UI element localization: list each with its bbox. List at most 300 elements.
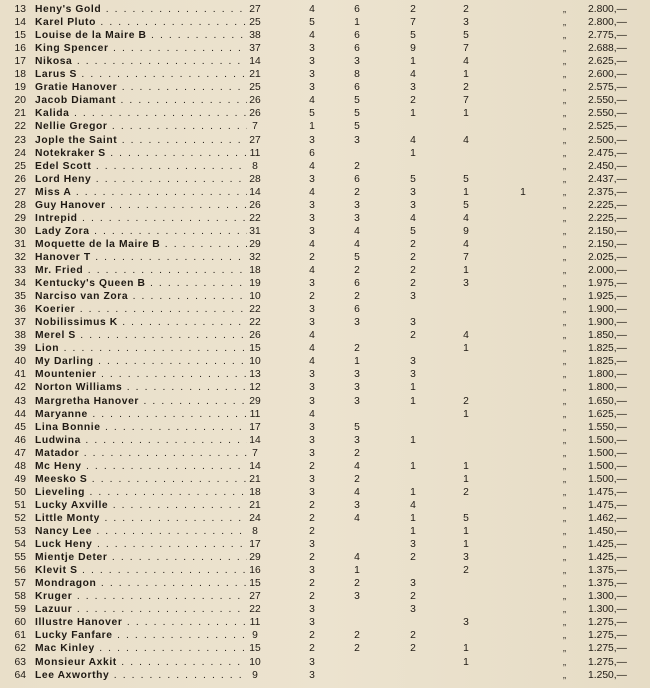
horse-name: King Spencer . . . — [35, 42, 247, 55]
second-places: 2 — [354, 473, 360, 485]
row-number: 48 — [14, 460, 26, 472]
wins: 4 — [309, 408, 315, 420]
prize-amount: 1.900,— — [588, 304, 627, 316]
fourth-places: 4 — [463, 212, 469, 224]
horse-name: Lina Bonnie . . . — [35, 421, 247, 434]
row-number: 52 — [14, 512, 26, 524]
horse-name: Notekraker S . . . — [35, 147, 247, 160]
table-row — [0, 629, 650, 642]
horse-name: Gratie Hanover . . . — [35, 81, 247, 94]
currency-mark: „ — [563, 460, 566, 471]
second-places: 5 — [354, 108, 360, 120]
second-places: 3 — [354, 56, 360, 68]
wins: 3 — [309, 369, 315, 381]
table-row — [0, 656, 650, 669]
starts: 13 — [249, 369, 261, 381]
table-row — [0, 16, 650, 29]
starts: 22 — [249, 317, 261, 329]
starts: 22 — [249, 604, 261, 616]
table-row — [0, 525, 650, 538]
row-number: 17 — [14, 56, 26, 68]
horse-name: Norton Williams . . . — [35, 381, 247, 394]
starts: 26 — [249, 330, 261, 342]
horse-name: Lord Heny . . . — [35, 173, 247, 186]
second-places: 2 — [354, 291, 360, 303]
fourth-places: 5 — [463, 173, 469, 185]
second-places: 5 — [354, 251, 360, 263]
starts: 15 — [249, 343, 261, 355]
row-number: 64 — [14, 669, 26, 681]
currency-mark: „ — [563, 369, 566, 380]
row-number: 51 — [14, 499, 26, 511]
wins: 3 — [309, 69, 315, 81]
row-number: 20 — [14, 95, 26, 107]
second-places: 5 — [354, 121, 360, 133]
wins: 4 — [309, 95, 315, 107]
currency-mark: „ — [563, 512, 566, 523]
second-places: 3 — [354, 317, 360, 329]
table-row — [0, 499, 650, 512]
prize-amount: 2.800,— — [588, 4, 627, 15]
currency-mark: „ — [563, 617, 566, 628]
second-places: 6 — [354, 82, 360, 94]
row-number: 63 — [14, 656, 26, 668]
row-number: 50 — [14, 486, 26, 498]
wins: 2 — [309, 591, 315, 603]
prize-amount: 1.925,— — [588, 291, 627, 303]
currency-mark: „ — [563, 147, 566, 158]
wins: 3 — [309, 604, 315, 616]
fourth-places: 2 — [463, 486, 469, 498]
wins: 3 — [309, 669, 315, 681]
second-places: 3 — [354, 434, 360, 446]
horse-name: Nikosa . . . — [35, 55, 247, 68]
table-row — [0, 225, 650, 238]
starts: 9 — [252, 669, 258, 681]
row-number: 27 — [14, 186, 26, 198]
wins: 4 — [309, 356, 315, 368]
row-number: 47 — [14, 447, 26, 459]
currency-mark: „ — [563, 552, 566, 563]
third-places: 3 — [410, 369, 416, 381]
prize-amount: 2.475,— — [588, 147, 627, 159]
table-row — [0, 551, 650, 564]
second-places: 6 — [354, 30, 360, 42]
currency-mark: „ — [563, 395, 566, 406]
prize-amount: 2.500,— — [588, 134, 627, 146]
prize-amount: 1.375,— — [588, 565, 627, 577]
row-number: 62 — [14, 643, 26, 655]
table-row — [0, 107, 650, 120]
horse-name: Intrepid . . . — [35, 212, 247, 225]
second-places: 6 — [354, 43, 360, 55]
second-places: 4 — [354, 486, 360, 498]
horse-name: Kruger . . . — [35, 590, 247, 603]
prize-amount: 1.825,— — [588, 343, 627, 355]
prize-amount: 2.000,— — [588, 265, 627, 276]
horse-name: Mr. Fried . . . — [35, 264, 247, 277]
currency-mark: „ — [563, 291, 566, 302]
prize-amount: 2.525,— — [588, 121, 627, 133]
table-row — [0, 603, 650, 616]
fourth-places: 1 — [463, 69, 469, 81]
fourth-places: 1 — [463, 643, 469, 655]
starts: 26 — [249, 95, 261, 107]
horse-name: Mac Kinley . . . — [35, 642, 247, 655]
wins: 3 — [309, 225, 315, 237]
fourth-places: 7 — [463, 43, 469, 55]
row-number: 39 — [14, 343, 26, 355]
row-number: 57 — [14, 578, 26, 590]
currency-mark: „ — [563, 212, 566, 223]
table-row — [0, 134, 650, 147]
table-row — [0, 460, 650, 473]
prize-amount: 2.450,— — [588, 160, 627, 172]
prize-amount: 1.375,— — [588, 578, 627, 590]
starts: 27 — [249, 4, 261, 15]
second-places: 6 — [354, 278, 360, 290]
third-places: 7 — [410, 17, 416, 29]
second-places: 3 — [354, 382, 360, 394]
second-places: 4 — [354, 225, 360, 237]
third-places: 2 — [410, 265, 416, 276]
currency-mark: „ — [563, 434, 566, 445]
currency-mark: „ — [563, 408, 566, 419]
prize-amount: 1.300,— — [588, 604, 627, 616]
second-places: 3 — [354, 134, 360, 146]
second-places: 3 — [354, 591, 360, 603]
row-number: 42 — [14, 382, 26, 394]
prize-amount: 2.625,— — [588, 56, 627, 68]
wins: 3 — [309, 539, 315, 551]
currency-mark: „ — [563, 82, 566, 93]
second-places: 4 — [354, 460, 360, 472]
row-number: 59 — [14, 604, 26, 616]
currency-mark: „ — [563, 238, 566, 249]
third-places: 4 — [410, 499, 416, 511]
wins: 3 — [309, 486, 315, 498]
currency-mark: „ — [563, 278, 566, 289]
table-row — [0, 160, 650, 173]
wins: 3 — [309, 304, 315, 316]
prize-amount: 1.825,— — [588, 356, 627, 368]
row-number: 56 — [14, 565, 26, 577]
prize-amount: 1.475,— — [588, 499, 627, 511]
row-number: 44 — [14, 408, 26, 420]
row-number: 32 — [14, 251, 26, 263]
third-places: 2 — [410, 643, 416, 655]
horse-name: Jople the Saint . . . — [35, 134, 247, 147]
fourth-places: 1 — [463, 186, 469, 198]
table-row — [0, 329, 650, 342]
fourth-places: 1 — [463, 539, 469, 551]
horse-name: Kentucky's Queen B . . . — [35, 277, 247, 290]
row-number: 38 — [14, 330, 26, 342]
table-row — [0, 473, 650, 486]
horse-name: Little Monty . . . — [35, 512, 247, 525]
third-places: 3 — [410, 317, 416, 329]
wins: 3 — [309, 56, 315, 68]
starts: 22 — [249, 212, 261, 224]
prize-amount: 1.625,— — [588, 408, 627, 420]
currency-mark: „ — [563, 160, 566, 171]
currency-mark: „ — [563, 330, 566, 341]
wins: 3 — [309, 395, 315, 407]
wins: 3 — [309, 278, 315, 290]
horse-name: Lady Zora . . . — [35, 225, 247, 238]
row-number: 49 — [14, 473, 26, 485]
currency-mark: „ — [563, 526, 566, 536]
starts: 29 — [249, 238, 261, 250]
prize-amount: 1.425,— — [588, 539, 627, 551]
wins: 2 — [309, 552, 315, 564]
table-row — [0, 212, 650, 225]
table-row — [0, 342, 650, 355]
wins: 5 — [309, 17, 315, 29]
fourth-places: 1 — [463, 656, 469, 668]
currency-mark: „ — [563, 173, 566, 184]
fourth-places: 7 — [463, 95, 469, 107]
fourth-places: 9 — [463, 225, 469, 237]
third-places: 2 — [410, 630, 416, 642]
wins: 3 — [309, 447, 315, 459]
row-number: 19 — [14, 82, 26, 94]
row-number: 31 — [14, 238, 26, 250]
wins: 3 — [309, 421, 315, 433]
table-row — [0, 290, 650, 303]
row-number: 22 — [14, 121, 26, 133]
row-number: 61 — [14, 630, 26, 642]
third-places: 2 — [410, 4, 416, 15]
third-places: 5 — [410, 225, 416, 237]
fourth-places: 2 — [463, 565, 469, 577]
table-row — [0, 186, 650, 199]
prize-amount: 2.600,— — [588, 69, 627, 81]
second-places: 5 — [354, 95, 360, 107]
fourth-places: 2 — [463, 82, 469, 94]
third-places: 1 — [410, 526, 416, 537]
second-places: 6 — [354, 173, 360, 185]
horse-name: Mountenier . . . — [35, 368, 247, 381]
horse-name: Mondragon . . . — [35, 577, 247, 590]
currency-mark: „ — [563, 473, 566, 484]
currency-mark: „ — [563, 4, 566, 14]
table-row — [0, 173, 650, 186]
table-row — [0, 577, 650, 590]
horse-name: Ludwina . . . — [35, 434, 247, 447]
third-places: 3 — [410, 82, 416, 94]
horse-name: Mc Heny . . . — [35, 460, 247, 473]
prize-amount: 2.375,— — [588, 186, 627, 198]
wins: 2 — [309, 526, 315, 537]
wins: 3 — [309, 82, 315, 94]
table-row — [0, 316, 650, 329]
wins: 2 — [309, 251, 315, 263]
prize-amount: 1.975,— — [588, 278, 627, 290]
currency-mark: „ — [563, 134, 566, 145]
starts: 26 — [249, 199, 261, 211]
fourth-places: 4 — [463, 330, 469, 342]
prize-amount: 1.425,— — [588, 552, 627, 564]
fourth-places: 4 — [463, 56, 469, 68]
currency-mark: „ — [563, 17, 566, 28]
horse-name: Guy Hanover . . . — [35, 199, 247, 212]
prize-amount: 2.437,— — [588, 173, 627, 185]
second-places: 6 — [354, 4, 360, 15]
table-row — [0, 421, 650, 434]
third-places: 2 — [410, 251, 416, 263]
row-number: 33 — [14, 265, 26, 276]
wins: 4 — [309, 265, 315, 276]
wins: 3 — [309, 199, 315, 211]
second-places: 3 — [354, 395, 360, 407]
prize-amount: 1.500,— — [588, 460, 627, 472]
row-number: 46 — [14, 434, 26, 446]
starts: 18 — [249, 486, 261, 498]
table-row — [0, 55, 650, 68]
horse-name: Illustre Hanover . . . — [35, 616, 247, 629]
horse-name: Lieveling . . . — [35, 486, 247, 499]
wins: 3 — [309, 212, 315, 224]
starts: 12 — [249, 382, 261, 394]
horse-name: Edel Scott . . . — [35, 160, 247, 173]
fourth-places: 3 — [463, 552, 469, 564]
horse-name: Heny's Gold . . . — [35, 3, 247, 16]
second-places: 2 — [354, 265, 360, 276]
currency-mark: „ — [563, 591, 566, 602]
horse-name: Margretha Hanover . . . — [35, 395, 247, 408]
third-places: 3 — [410, 604, 416, 616]
starts: 18 — [249, 265, 261, 276]
prize-amount: 1.500,— — [588, 434, 627, 446]
starts: 11 — [249, 147, 261, 159]
starts: 11 — [249, 408, 261, 420]
third-places: 1 — [410, 434, 416, 446]
prize-amount: 1.450,— — [588, 526, 627, 537]
horse-name: Lucky Fanfare . . . — [35, 629, 247, 642]
table-row — [0, 251, 650, 264]
horse-name: Moquette de la Maire B . . . — [35, 238, 247, 251]
fifth-places: 1 — [520, 186, 526, 198]
third-places: 3 — [410, 199, 416, 211]
currency-mark: „ — [563, 382, 566, 393]
table-row — [0, 486, 650, 499]
table-row — [0, 94, 650, 107]
currency-mark: „ — [563, 604, 566, 615]
row-number: 18 — [14, 69, 26, 81]
fourth-places: 1 — [463, 526, 469, 537]
row-number: 43 — [14, 395, 26, 407]
horse-name: Kalida . . . — [35, 107, 247, 120]
horse-name: Lion . . . — [35, 342, 247, 355]
currency-mark: „ — [563, 43, 566, 54]
third-places: 5 — [410, 30, 416, 42]
table-row — [0, 564, 650, 577]
third-places: 1 — [410, 512, 416, 524]
currency-mark: „ — [563, 486, 566, 497]
prize-amount: 2.150,— — [588, 238, 627, 250]
starts: 28 — [249, 173, 261, 185]
fourth-places: 4 — [463, 134, 469, 146]
row-number: 58 — [14, 591, 26, 603]
wins: 4 — [309, 238, 315, 250]
prize-amount: 2.688,— — [588, 43, 627, 55]
prize-amount: 2.575,— — [588, 82, 627, 94]
wins: 3 — [309, 434, 315, 446]
currency-mark: „ — [563, 108, 566, 119]
prize-amount: 1.275,— — [588, 630, 627, 642]
second-places: 2 — [354, 447, 360, 459]
horse-name: Monsieur Axkit . . . — [35, 656, 247, 669]
second-places: 2 — [354, 630, 360, 642]
row-number: 55 — [14, 552, 26, 564]
starts: 15 — [249, 578, 261, 590]
fourth-places: 1 — [463, 408, 469, 420]
currency-mark: „ — [563, 499, 566, 510]
table-row — [0, 42, 650, 55]
table-row — [0, 81, 650, 94]
third-places: 5 — [410, 173, 416, 185]
starts: 31 — [249, 225, 261, 237]
wins: 6 — [309, 147, 315, 159]
starts: 14 — [249, 434, 261, 446]
fourth-places: 3 — [463, 617, 469, 629]
starts: 15 — [249, 643, 261, 655]
starts: 32 — [249, 251, 261, 263]
currency-mark: „ — [563, 225, 566, 236]
horse-name: Narciso van Zora . . . — [35, 290, 247, 303]
prize-amount: 1.462,— — [588, 512, 627, 524]
row-number: 45 — [14, 421, 26, 433]
horse-name: Miss A . . . — [35, 186, 247, 199]
table-row — [0, 395, 650, 408]
horse-name: Nobilissimus K . . . — [35, 316, 247, 329]
wins: 4 — [309, 330, 315, 342]
table-row — [0, 277, 650, 290]
third-places: 1 — [410, 382, 416, 394]
wins: 3 — [309, 656, 315, 668]
starts: 8 — [252, 526, 258, 537]
currency-mark: „ — [563, 630, 566, 641]
fourth-places: 2 — [463, 395, 469, 407]
fourth-places: 1 — [463, 108, 469, 120]
starts: 14 — [249, 186, 261, 198]
horse-name: Jacob Diamant . . . — [35, 94, 247, 107]
row-number: 23 — [14, 134, 26, 146]
horse-name: Hanover T . . . — [35, 251, 247, 264]
table-row — [0, 408, 650, 421]
currency-mark: „ — [563, 343, 566, 354]
table-row — [0, 368, 650, 381]
starts: 21 — [249, 473, 261, 485]
fourth-places: 5 — [463, 512, 469, 524]
starts: 8 — [252, 160, 258, 172]
third-places: 2 — [410, 552, 416, 564]
third-places: 2 — [410, 330, 416, 342]
row-number: 53 — [14, 526, 26, 537]
wins: 3 — [309, 317, 315, 329]
row-number: 35 — [14, 291, 26, 303]
wins: 4 — [309, 4, 315, 15]
table-row — [0, 616, 650, 629]
row-number: 15 — [14, 30, 26, 42]
third-places: 3 — [410, 291, 416, 303]
table-row — [0, 355, 650, 368]
currency-mark: „ — [563, 265, 566, 275]
currency-mark: „ — [563, 578, 566, 589]
third-places: 1 — [410, 147, 416, 159]
third-places: 1 — [410, 395, 416, 407]
